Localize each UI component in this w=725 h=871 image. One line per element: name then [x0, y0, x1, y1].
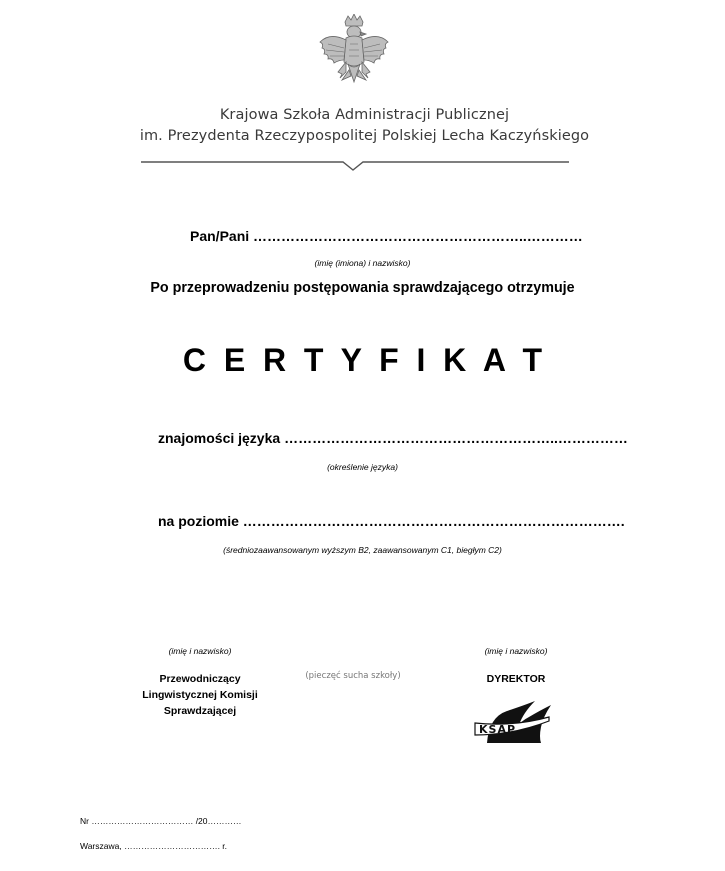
- document-number: Nr ……………………………… /20…………: [80, 816, 242, 826]
- svg-text:KSAP: KSAP: [479, 723, 517, 736]
- polish-eagle-emblem: [318, 14, 390, 98]
- intro-text: Po przeprowadzeniu postępowania sprawdzającego otrzymuje: [150, 280, 575, 296]
- chair-title-line3: Sprawdzającej: [163, 705, 237, 717]
- seal-placeholder: (pieczęć sucha szkoły): [305, 671, 401, 681]
- place-date: Warszawa, ……………………………. r.: [80, 841, 228, 851]
- recipient-line: [190, 228, 583, 244]
- chair-name-hint: (imię i nazwisko): [168, 646, 232, 656]
- chair-title: [130, 671, 270, 719]
- director-title: DYREKTOR: [486, 673, 546, 685]
- level-blank: ……………………………………………………………………….: [242, 513, 625, 529]
- language-label: znajomości języka: [158, 430, 281, 446]
- recipient-blank: …………………………………………………..…………: [253, 228, 583, 244]
- ksap-logo: [473, 697, 553, 743]
- language-hint: (określenie języka): [327, 462, 398, 472]
- institution-name-line1: Krajowa Szkoła Administracji Publicznej: [219, 107, 510, 123]
- level-line: [158, 513, 625, 529]
- recipient-hint: (imię (imiona) i nazwisko): [314, 258, 411, 268]
- level-label: na poziomie: [158, 513, 239, 529]
- header-separator: [141, 156, 569, 176]
- institution-name-line2: im. Prezydenta Rzeczypospolitej Polskiej Lecha Kaczyńskiego: [139, 128, 590, 144]
- recipient-label: Pan/Pani: [190, 228, 250, 244]
- director-name-hint: (imię i nazwisko): [484, 646, 548, 656]
- language-line: [158, 430, 628, 446]
- chair-title-line1: Przewodniczący: [159, 673, 241, 685]
- certificate-title: C E R T Y F I K A T: [182, 342, 543, 378]
- chair-title-line2: Lingwistycznej Komisji: [142, 689, 258, 701]
- level-hint: (średniozaawansowanym wyższym B2, zaawansowanym C1, biegłym C2): [223, 545, 502, 555]
- language-blank: …………………………………………………..……………: [284, 430, 628, 446]
